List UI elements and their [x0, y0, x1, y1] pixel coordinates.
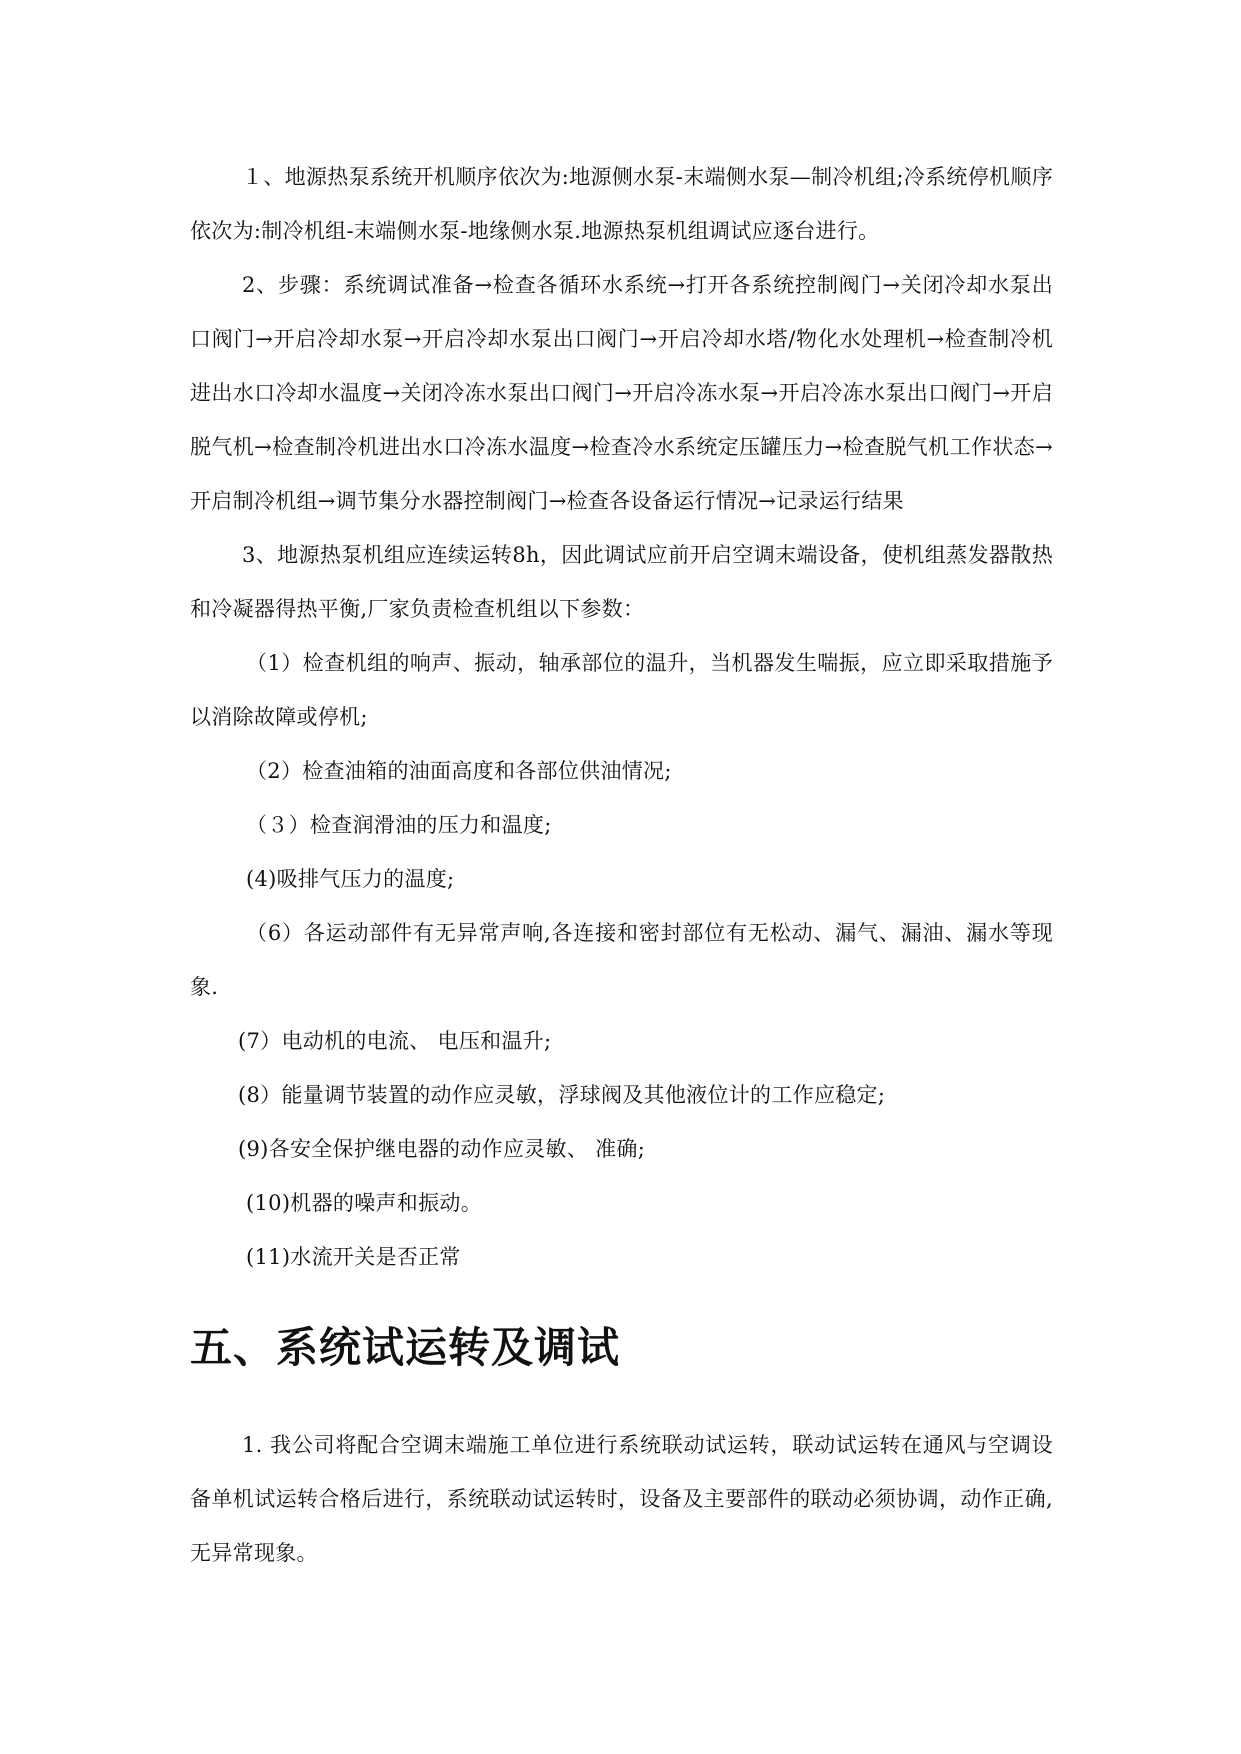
check-item-4: (4)吸排气压力的温度;: [246, 867, 455, 891]
check-item-10: (10)机器的噪声和振动。: [246, 1191, 483, 1215]
check-item-9: (9)各安全保护继电器的动作应灵敏、 准确;: [238, 1137, 646, 1161]
joint-trial-paragraph: 1. 我公司将配合空调末端施工单位进行系统联动试运转，联动试运转在通风与空调设备单机试运转合格后进行，系统联动试运转时，设备及主要部件的联动必须协调，动作正确,无异常现象。: [190, 1433, 1053, 1565]
section-heading: 五、系统试运转及调试: [190, 1323, 621, 1372]
continuous-run-paragraph: 3、地源热泵机组应连续运转8h，因此调试应前开启空调末端设备，使机组蒸发器散热和冷凝器得热平衡,厂家负责检查机组以下参数：: [190, 543, 1053, 621]
check-item-6: （6）各运动部件有无异常声响,各连接和密封部位有无松动、漏气、漏油、漏水等现象.: [190, 921, 1053, 999]
startup-sequence-paragraph: １、地源热泵系统开机顺序依次为:地源侧水泵-末端侧水泵—制冷机组;冷系统停机顺序依次为:制冷机组-末端侧水泵-地缘侧水泵.地源热泵机组调试应逐台进行。: [190, 165, 1053, 243]
check-item-11: (11)水流开关是否正常: [246, 1245, 461, 1269]
document-body: [190, 150, 1053, 1580]
check-item-3: （３）检查润滑油的压力和温度;: [246, 813, 552, 837]
check-item-2: （2）检查油箱的油面高度和各部位供油情况;: [246, 759, 672, 783]
check-item-1: （1）检查机组的响声、振动，轴承部位的温升，当机器发生喘振，应立即采取措施予以消除故障或停机;: [190, 651, 1053, 729]
check-item-7: (7）电动机的电流、 电压和温升;: [238, 1029, 552, 1053]
check-item-8: (8）能量调节装置的动作应灵敏，浮球阀及其他液位计的工作应稳定;: [238, 1083, 886, 1107]
steps-paragraph: 2、步骤：系统调试准备→检查各循环水系统→打开各系统控制阀门→关闭冷却水泵出口阀门→开启冷却水泵→开启冷却水泵出口阀门→开启冷却水塔/物化水处理机→检查制冷机进出水口冷却水温度→关闭冷冻水泵出口阀门→开启冷冻水泵→开启冷冻水泵出口阀门→开启脱气机→检查制冷机进出水口冷冻水温度→检查冷水系统定压罐压力→检查脱气机工作状态→开启制冷机组→调节集分水器控制阀门→检查各设备运行情况→记录运行结果: [190, 273, 1053, 513]
